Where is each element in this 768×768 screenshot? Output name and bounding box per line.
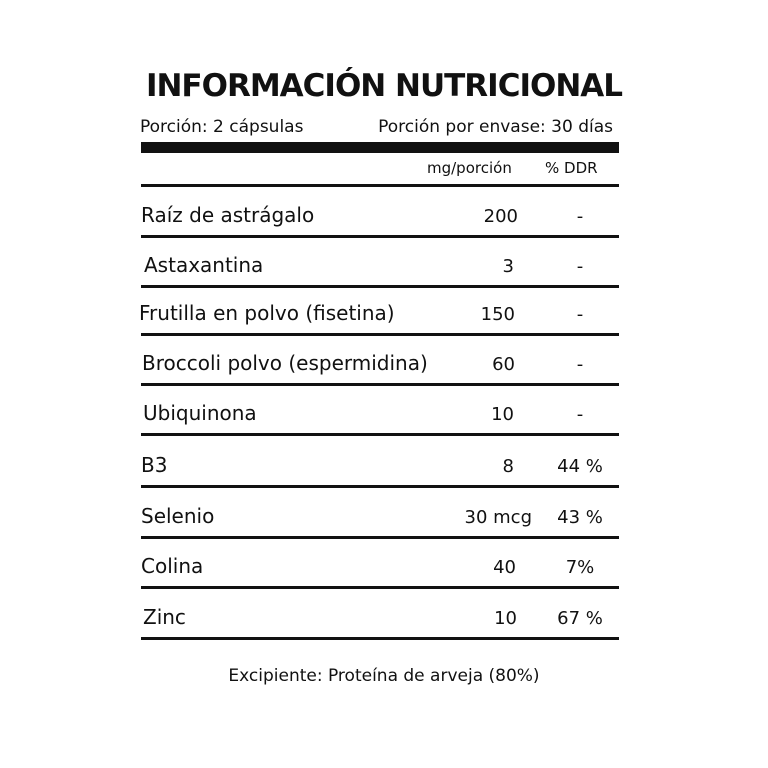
nutrient-name: Raíz de astrágalo <box>141 203 315 227</box>
nutrient-name: Ubiquinona <box>143 401 257 425</box>
nutrient-amount: 60 <box>492 354 515 375</box>
nutrient-ddr: - <box>576 256 584 277</box>
nutrient-amount: 200 <box>483 206 518 227</box>
row-divider <box>141 433 619 436</box>
table-row <box>0 438 768 488</box>
nutrient-ddr: - <box>576 206 584 227</box>
nutrient-amount: 150 <box>480 304 515 325</box>
nutrient-amount: 40 <box>493 557 516 578</box>
row-divider <box>141 637 619 640</box>
nutrient-amount: 10 <box>494 608 517 629</box>
table-row <box>0 336 768 386</box>
table-row <box>0 386 768 436</box>
row-divider <box>141 586 619 589</box>
row-divider <box>141 485 619 488</box>
nutrient-name: Selenio <box>141 504 215 528</box>
nutrient-name: Frutilla en polvo (fisetina) <box>139 301 395 325</box>
nutrient-amount: 30 mcg <box>464 507 532 528</box>
nutrient-name: Broccoli polvo (espermidina) <box>142 351 428 375</box>
column-header-amount: mg/porción <box>427 159 512 177</box>
nutrient-ddr: 43 % <box>557 507 603 528</box>
table-row <box>0 539 768 589</box>
panel-title: INFORMACIÓN NUTRICIONAL <box>145 68 623 104</box>
nutrient-name: Astaxantina <box>144 253 264 277</box>
nutrient-name: Zinc <box>143 605 186 629</box>
table-row <box>0 489 768 539</box>
column-header-ddr: % DDR <box>545 159 598 177</box>
nutrient-ddr: - <box>576 404 584 425</box>
table-row <box>0 590 768 640</box>
nutrient-amount: 8 <box>502 456 514 477</box>
nutrient-ddr: 67 % <box>557 608 603 629</box>
nutrient-amount: 10 <box>491 404 514 425</box>
nutrient-name: Colina <box>141 554 204 578</box>
serving-size: Porción: 2 cápsulas <box>140 117 304 137</box>
nutrient-ddr: - <box>576 354 584 375</box>
nutrient-ddr: - <box>576 304 584 325</box>
table-row <box>0 238 768 288</box>
nutrient-amount: 3 <box>502 256 514 277</box>
nutrient-name: B3 <box>141 453 168 477</box>
nutrient-ddr: 7% <box>565 557 595 578</box>
servings-per-container: Porción por envase: 30 días <box>378 117 613 137</box>
table-row <box>0 188 768 238</box>
excipient-note: Excipiente: Proteína de arveja (80%) <box>228 666 540 686</box>
nutrient-ddr: 44 % <box>557 456 603 477</box>
table-row <box>0 286 768 336</box>
